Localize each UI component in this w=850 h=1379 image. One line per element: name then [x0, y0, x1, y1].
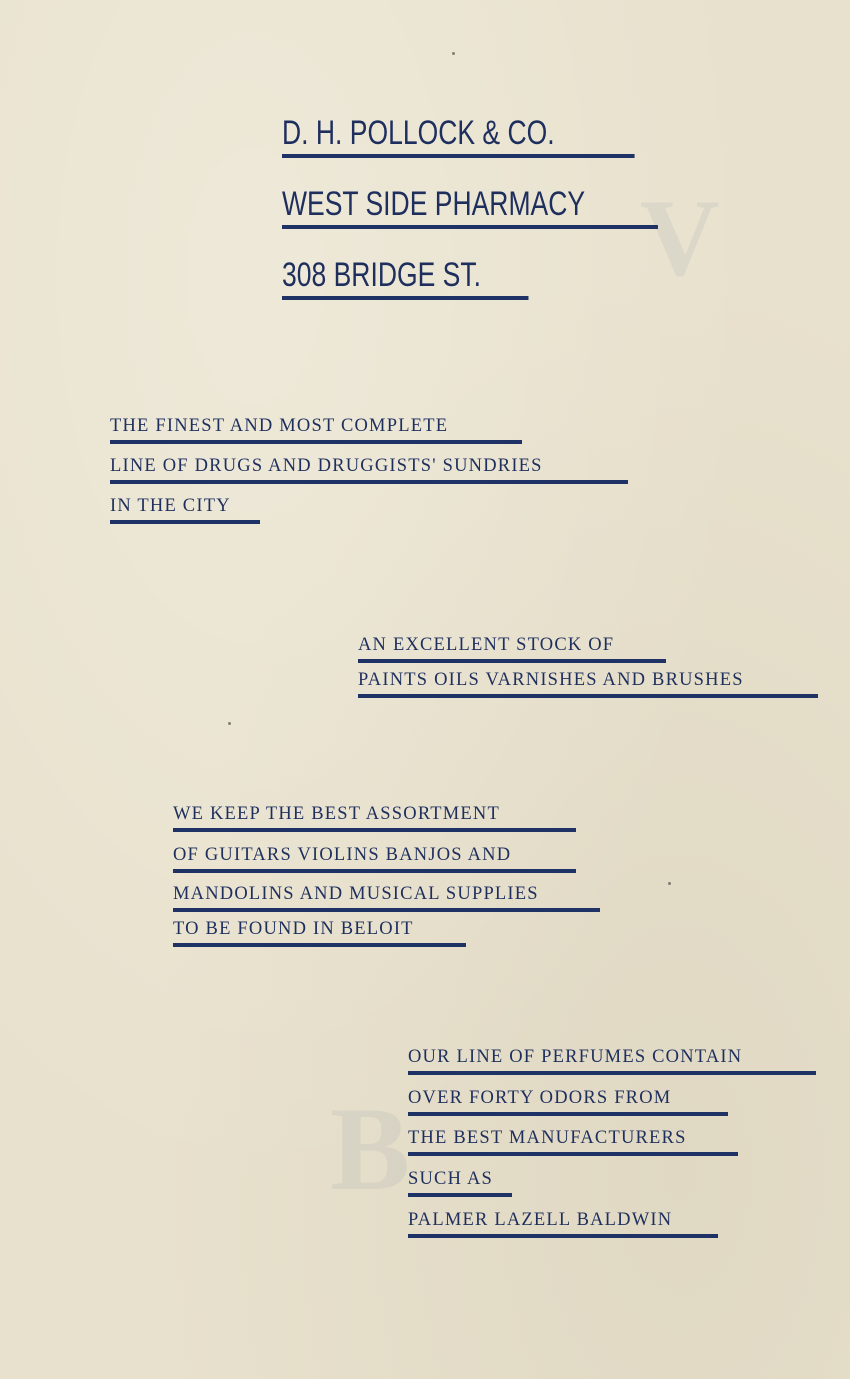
- street-address-text: 308 BRIDGE ST.: [282, 256, 481, 294]
- street-address: [282, 257, 528, 300]
- block3-line-3: MANDOLINS AND MUSICAL SUPPLIES: [173, 883, 600, 912]
- block3-line-2: OF GUITARS VIOLINS BANJOS AND: [173, 844, 576, 873]
- show-through-mark-2: B: [330, 1082, 411, 1215]
- pharmacy-name: [282, 186, 658, 229]
- company-name-text: D. H. POLLOCK & CO.: [282, 114, 555, 152]
- block1-line-3: IN THE CITY: [110, 495, 260, 524]
- paper-speck-3: [668, 882, 671, 885]
- block3-line-1: WE KEEP THE BEST ASSORTMENT: [173, 803, 576, 832]
- block4-line-4: SUCH AS: [408, 1168, 512, 1197]
- block4-line-2: OVER FORTY ODORS FROM: [408, 1087, 728, 1116]
- block4-line-1: OUR LINE OF PERFUMES CONTAIN: [408, 1046, 816, 1075]
- paper-speck-2: [228, 722, 231, 725]
- block3-line-4: TO BE FOUND IN BELOIT: [173, 918, 466, 947]
- block1-line-1: THE FINEST AND MOST COMPLETE: [110, 415, 522, 444]
- show-through-mark: V: [640, 177, 720, 299]
- company-name: [282, 115, 635, 158]
- block1-line-2: LINE OF DRUGS AND DRUGGISTS' SUNDRIES: [110, 455, 628, 484]
- block2-line-1: AN EXCELLENT STOCK OF: [358, 634, 666, 663]
- block2-line-2: PAINTS OILS VARNISHES AND BRUSHES: [358, 669, 818, 698]
- block4-line-3: THE BEST MANUFACTURERS: [408, 1127, 738, 1156]
- pharmacy-name-text: WEST SIDE PHARMACY: [282, 185, 586, 223]
- block4-line-5: PALMER LAZELL BALDWIN: [408, 1209, 718, 1238]
- paper-speck: [452, 52, 455, 55]
